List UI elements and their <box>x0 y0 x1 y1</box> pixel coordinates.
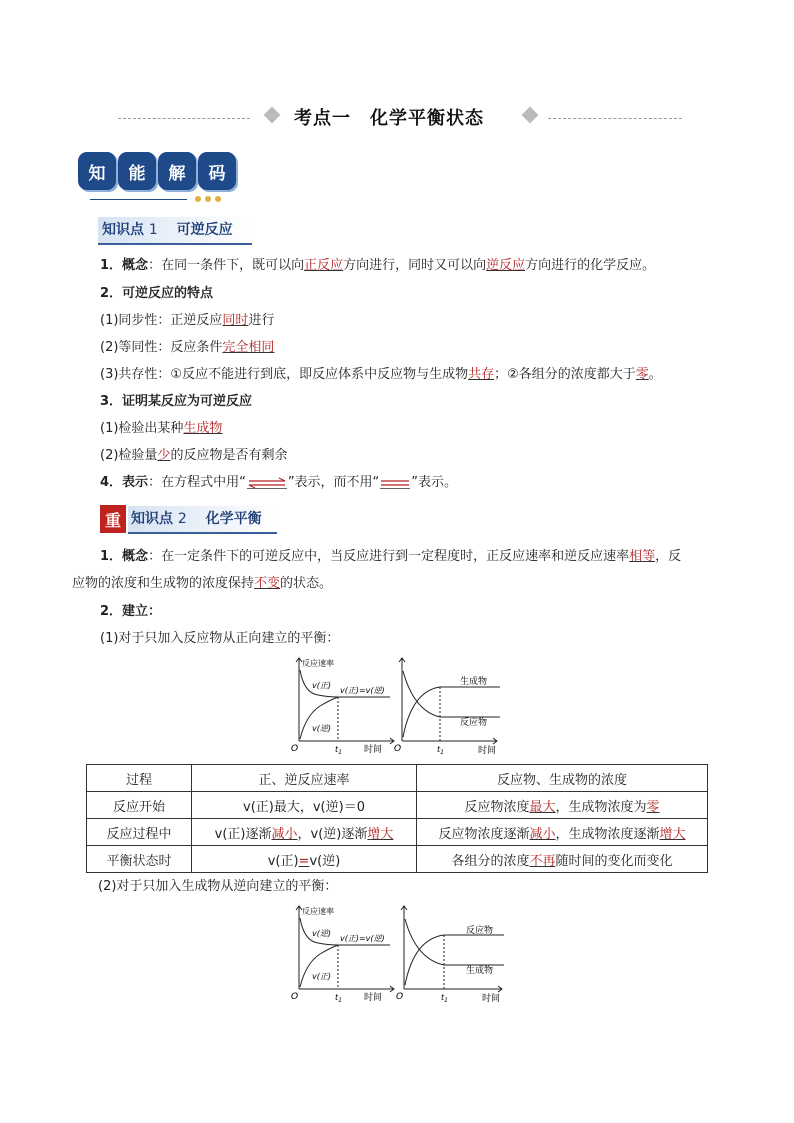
answer: 不变 <box>254 576 281 591</box>
num: 4． <box>100 475 123 490</box>
table-cell <box>417 846 708 873</box>
dot-icon <box>195 196 201 202</box>
v-reverse-label: v(逆) <box>312 724 331 733</box>
label: 表示 <box>122 475 149 490</box>
table-cell: 反应过程中 <box>87 819 192 846</box>
table-cell <box>192 819 417 846</box>
badge-underline <box>90 199 187 200</box>
answer: 减小 <box>271 826 298 842</box>
text: v(正) <box>267 853 299 869</box>
kp1-prove-title: 3．证明某反应为可逆反应 <box>100 394 253 409</box>
table-header: 反应物、生成物的浓度 <box>417 765 708 792</box>
text: ”表示，而不用“ <box>287 475 380 490</box>
answer: 零 <box>635 367 649 382</box>
v-equal-label: v(正)=v(逆) <box>340 686 385 695</box>
answer: 最大 <box>529 799 556 815</box>
text: (1)检验出某种 <box>100 421 184 436</box>
origin-label: O <box>396 992 404 1002</box>
product-curve <box>403 687 500 737</box>
origin-label: O <box>394 744 402 754</box>
badge-zhi: 知 <box>78 152 116 190</box>
text: 各组分的浓度 <box>451 853 530 869</box>
kp1-prove-1 <box>100 420 222 438</box>
kp1-feature-2 <box>100 339 274 357</box>
answer: 少 <box>157 448 171 463</box>
num: 1． <box>100 258 123 273</box>
text: 。 <box>648 367 662 382</box>
v-forward-label: v(正) <box>312 972 331 981</box>
dot-icon <box>215 196 221 202</box>
table-cell <box>192 846 417 873</box>
t1-label: $t_1$ <box>335 993 342 1004</box>
reactant-curve <box>405 935 504 985</box>
kp1-heading <box>98 217 252 245</box>
reversible-arrow-icon <box>246 477 288 489</box>
answer: 零 <box>646 799 660 815</box>
answer: 完全相同 <box>222 340 275 355</box>
dot-icon <box>205 196 211 202</box>
badge-jie: 解 <box>158 152 196 190</box>
text: ，生成物浓度为 <box>555 799 647 815</box>
page-title: 考点一 化学平衡状态 <box>294 108 484 129</box>
diamond-icon <box>522 107 539 124</box>
label: 概念 <box>122 258 149 273</box>
table-cell <box>417 819 708 846</box>
num: 1． <box>100 549 123 564</box>
text: v(正)逐渐 <box>214 826 272 842</box>
answer: 生成物 <box>183 421 223 436</box>
origin-label: O <box>291 992 299 1002</box>
answer: 共存 <box>468 367 495 382</box>
t1-label: $t_1$ <box>335 745 342 756</box>
text: ：在同一条件下，既可以向 <box>148 258 305 273</box>
rate-graph <box>291 658 394 756</box>
table-row <box>87 792 708 819</box>
text: 应物的浓度和生成物的浓度保持 <box>72 576 255 591</box>
t1-label: $t_1$ <box>441 993 448 1004</box>
v-reverse-label: v(逆) <box>312 929 331 938</box>
kp2-concept-line2 <box>72 575 332 593</box>
graphs-forward <box>282 655 502 757</box>
text: (3)共存性：①反应不能进行到底，即反应体系中反应物与生成物 <box>100 367 469 382</box>
badge-ma: 码 <box>198 152 236 190</box>
text: (1)同步性：正逆反应 <box>100 313 223 328</box>
answer: 不再 <box>529 853 556 869</box>
text: ，反 <box>655 549 682 564</box>
xlabel: 时间 <box>478 746 497 756</box>
lower-curve-label: 反应物 <box>460 718 488 728</box>
answer: 逆反应 <box>486 258 526 273</box>
text: 进行 <box>248 313 275 328</box>
text: 反应物浓度 <box>464 799 530 815</box>
table-row <box>87 819 708 846</box>
t1-label: $t_1$ <box>437 745 444 756</box>
kp1-representation <box>100 474 457 492</box>
rate-ylabel: 反应速率 <box>302 907 334 916</box>
text: v(逆) <box>309 853 341 869</box>
answer: 增大 <box>659 826 686 842</box>
kp1-heading-label: 知识点 <box>102 222 144 238</box>
origin-label: O <box>291 744 299 754</box>
kp2-concept-line1 <box>100 548 681 566</box>
text: ：在一定条件下的可逆反应中，当反应进行到一定程度时，正反应速率和逆反应速率 <box>148 549 630 564</box>
kp2-heading-num: 2 <box>177 511 187 527</box>
table-cell: 平衡状态时 <box>87 846 192 873</box>
answer: 增大 <box>367 826 394 842</box>
kp2-heading <box>128 506 277 534</box>
upper-curve-label: 反应物 <box>466 926 494 936</box>
diamond-icon <box>264 107 281 124</box>
text: (2)检验量 <box>100 448 158 463</box>
table-header: 过程 <box>87 765 192 792</box>
text: ，生成物浓度逐渐 <box>555 826 660 842</box>
text: 方向进行，同时又可以向 <box>343 258 487 273</box>
kp2-case-2: (2)对于只加入生成物从逆向建立的平衡： <box>98 879 338 894</box>
answer: 正反应 <box>304 258 344 273</box>
text: 方向进行的化学反应。 <box>525 258 656 273</box>
text: 的反应物是否有剩余 <box>170 448 288 463</box>
kp1-features-title: 2．可逆反应的特点 <box>100 286 214 301</box>
concentration-graph <box>396 906 504 1004</box>
text: 的状态。 <box>280 576 333 591</box>
table-cell: v(正)最大，v(逆)＝0 <box>192 792 417 819</box>
header-rule-right <box>548 118 682 119</box>
kp1-prove-2 <box>100 447 287 465</box>
v-equal-label: v(正)=v(逆) <box>340 934 385 943</box>
xlabel: 时间 <box>482 994 501 1004</box>
kp2-build-title: 2．建立： <box>100 604 162 619</box>
text: (2)等同性：反应条件 <box>100 340 223 355</box>
v-forward-label: v(正) <box>312 681 331 690</box>
xlabel: 时间 <box>364 745 383 755</box>
text: 反应物浓度逐渐 <box>438 826 530 842</box>
table-cell <box>417 792 708 819</box>
answer: 减小 <box>529 826 556 842</box>
equals-sign-icon <box>379 477 411 489</box>
concentration-graph <box>394 658 500 756</box>
label: 概念 <box>122 549 149 564</box>
important-marker: 重 <box>100 505 126 533</box>
lower-curve-label: 生成物 <box>466 966 494 976</box>
kp1-feature-3 <box>100 366 662 384</box>
kp2-heading-label: 知识点 <box>131 511 173 527</box>
kp2-heading-title: 化学平衡 <box>205 511 262 527</box>
upper-curve-label: 生成物 <box>460 677 488 687</box>
kp1-feature-1 <box>100 312 274 330</box>
text: ，v(逆)逐渐 <box>297 826 368 842</box>
text: ：在方程式中用“ <box>148 475 246 490</box>
process-table <box>86 764 708 873</box>
kp2-case-1: (1)对于只加入反应物从正向建立的平衡： <box>100 631 340 646</box>
answer: 同时 <box>222 313 249 328</box>
graphs-reverse <box>282 903 507 1005</box>
header-rule-left <box>118 118 250 119</box>
text: ”表示。 <box>411 475 458 490</box>
text: ；②各组分的浓度都大于 <box>494 367 636 382</box>
rate-ylabel: 反应速率 <box>302 659 334 668</box>
table-row <box>87 846 708 873</box>
kp1-heading-num: 1 <box>148 222 158 238</box>
badge-neng: 能 <box>118 152 156 190</box>
table-cell: 反应开始 <box>87 792 192 819</box>
table-header-row <box>87 765 708 792</box>
answer: 相等 <box>629 549 656 564</box>
xlabel: 时间 <box>364 993 383 1003</box>
rate-graph <box>291 906 394 1004</box>
answer: = <box>298 853 310 869</box>
text: 随时间的变化而变化 <box>555 853 673 869</box>
kp1-heading-title: 可逆反应 <box>176 222 233 238</box>
table-header: 正、逆反应速率 <box>192 765 417 792</box>
kp1-concept <box>100 257 655 275</box>
